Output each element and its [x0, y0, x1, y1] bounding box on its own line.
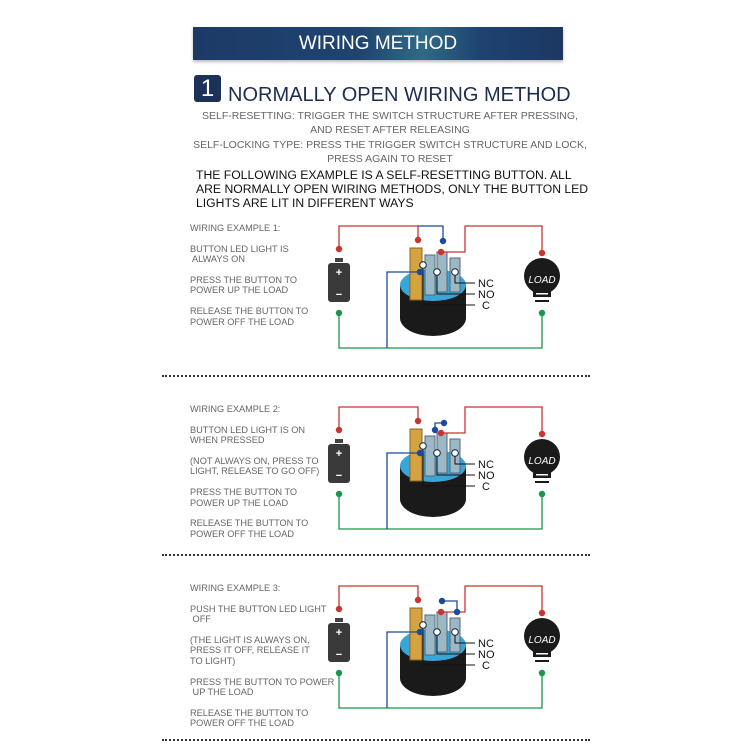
wire-junction-dot — [439, 598, 445, 604]
wire-junction-dot — [336, 670, 342, 676]
wire-junction-dot — [539, 610, 545, 616]
terminal-point — [452, 629, 459, 636]
terminal-point — [434, 450, 441, 457]
load-minus — [536, 653, 548, 655]
battery-plus: + — [335, 267, 343, 279]
terminal-point — [420, 622, 427, 629]
example-line: PRESS THE BUTTON TO POWER UP THE LOAD — [190, 486, 298, 508]
divider — [162, 375, 590, 377]
load-label: LOAD — [528, 635, 556, 646]
wire-junction-dot — [336, 310, 342, 316]
wire-junction-dot — [539, 310, 545, 316]
example-heading: WIRING EXAMPLE 1: — [190, 223, 281, 233]
divider — [162, 739, 590, 741]
wire-junction-dot — [432, 427, 438, 433]
load-minus — [536, 474, 548, 476]
wiring-diagram-1 — [0, 210, 750, 390]
battery-cap — [335, 258, 343, 262]
positive-wire-switch-load — [441, 226, 542, 253]
wire-junction-dot — [336, 491, 342, 497]
wire-junction-dot — [336, 246, 342, 252]
example-line: RELEASE THE BUTTON TO POWER OFF THE LOAD — [190, 305, 309, 327]
terminal-label-no: NO — [478, 470, 495, 482]
wire-junction-dot — [417, 450, 423, 456]
terminal-point — [434, 269, 441, 276]
note-line: PRESS AGAIN TO RESET — [327, 153, 453, 165]
note-line: AND RESET AFTER RELEASING — [310, 124, 470, 136]
example-line: PRESS THE BUTTON TO POWER UP THE LOAD — [190, 274, 298, 296]
wire-junction-dot — [454, 609, 460, 615]
note-line: SELF-LOCKING TYPE: PRESS THE TRIGGER SWITCH STRUCTURE AND LOCK, — [193, 139, 587, 151]
terminal-label-no: NO — [478, 649, 495, 661]
terminal-point — [434, 629, 441, 636]
load-minus — [536, 293, 548, 295]
example-line: PRESS THE BUTTON TO POWER UP THE LOAD — [190, 676, 335, 698]
wiring-diagram-2 — [0, 391, 750, 571]
section-title: NORMALLY OPEN WIRING METHOD — [228, 84, 571, 106]
example-heading: WIRING EXAMPLE 3: — [190, 583, 281, 593]
wire-junction-dot — [441, 420, 447, 426]
load-label: LOAD — [528, 456, 556, 467]
wire-junction-dot — [415, 237, 421, 243]
example-line: (NOT ALWAYS ON, PRESS TO LIGHT, RELEASE TO GO OFF) — [190, 455, 320, 477]
terminal-label-c: C — [482, 481, 490, 493]
wire-junction-dot — [336, 606, 342, 612]
example-line: BUTTON LED LIGHT IS ON WHEN PRESSED — [190, 424, 306, 446]
terminal-label-c: C — [482, 660, 490, 672]
note-line: SELF-RESETTING: TRIGGER THE SWITCH STRUCTURE AFTER PRESSING, — [202, 110, 578, 122]
wire-junction-dot — [438, 609, 444, 615]
divider — [162, 554, 590, 556]
example-line: PUSH THE BUTTON LED LIGHT OFF — [190, 603, 327, 625]
wire-junction-dot — [417, 629, 423, 635]
led-positive-wire — [418, 226, 443, 241]
intro-text: THE FOLLOWING EXAMPLE IS A SELF-RESETTING BUTTON. ALL ARE NORMALLY OPEN WIRING METHODS, ONLY THE BUTTON LED LIGHTS ARE LIT IN DIFFERENT WAYS — [196, 168, 589, 210]
example-line: RELEASE THE BUTTON TO POWER OFF THE LOAD — [190, 518, 309, 539]
example-line: RELEASE THE BUTTON TO POWER OFF THE LOAD — [190, 707, 309, 729]
positive-wire-battery-led — [339, 226, 418, 249]
wire-junction-dot — [539, 431, 545, 437]
wire-junction-dot — [336, 427, 342, 433]
example-line: BUTTON LED LIGHT IS ALWAYS ON — [190, 243, 289, 265]
load-bulb-base — [535, 660, 549, 662]
terminal-label-nc: NC — [478, 459, 494, 471]
battery-minus: − — [335, 289, 343, 301]
battery-plus: + — [335, 448, 343, 460]
wire-junction-dot — [415, 418, 421, 424]
c-pin — [425, 436, 435, 476]
terminal-label-nc: NC — [478, 278, 494, 290]
battery-minus: − — [335, 470, 343, 482]
example-line: (THE LIGHT IS ALWAYS ON, PRESS IT OFF, RELEASE IT TO LIGHT) — [190, 634, 310, 666]
banner-title: WIRING METHOD — [193, 27, 563, 60]
wiring-diagram-3 — [0, 570, 750, 750]
load-bulb-base — [535, 481, 549, 483]
terminal-label-nc: NC — [478, 638, 494, 650]
battery-cap — [335, 618, 343, 622]
positive-wire-switch-load — [441, 407, 542, 434]
load-bulb-base — [535, 300, 549, 302]
positive-wire-battery-led — [339, 586, 418, 609]
wire-junction-dot — [539, 491, 545, 497]
wire-junction-dot — [417, 269, 423, 275]
terminal-label-no: NO — [478, 289, 495, 301]
wire-junction-dot — [539, 250, 545, 256]
c-pin — [425, 255, 435, 295]
terminal-point — [420, 262, 427, 269]
battery-minus: − — [335, 649, 343, 661]
terminal-point — [452, 450, 459, 457]
wire-junction-dot — [415, 597, 421, 603]
wire-junction-dot — [539, 670, 545, 676]
wire-junction-dot — [438, 249, 444, 255]
load-label: LOAD — [528, 275, 556, 286]
terminal-point — [420, 443, 427, 450]
section-number: 1 — [194, 75, 221, 102]
wire-junction-dot — [440, 238, 446, 244]
terminal-label-c: C — [482, 300, 490, 312]
battery-cap — [335, 439, 343, 443]
wire-junction-dot — [438, 430, 444, 436]
example-heading: WIRING EXAMPLE 2: — [190, 404, 281, 414]
c-pin — [425, 615, 435, 655]
terminal-point — [452, 269, 459, 276]
positive-wire-battery-led — [339, 407, 418, 430]
battery-plus: + — [335, 627, 343, 639]
